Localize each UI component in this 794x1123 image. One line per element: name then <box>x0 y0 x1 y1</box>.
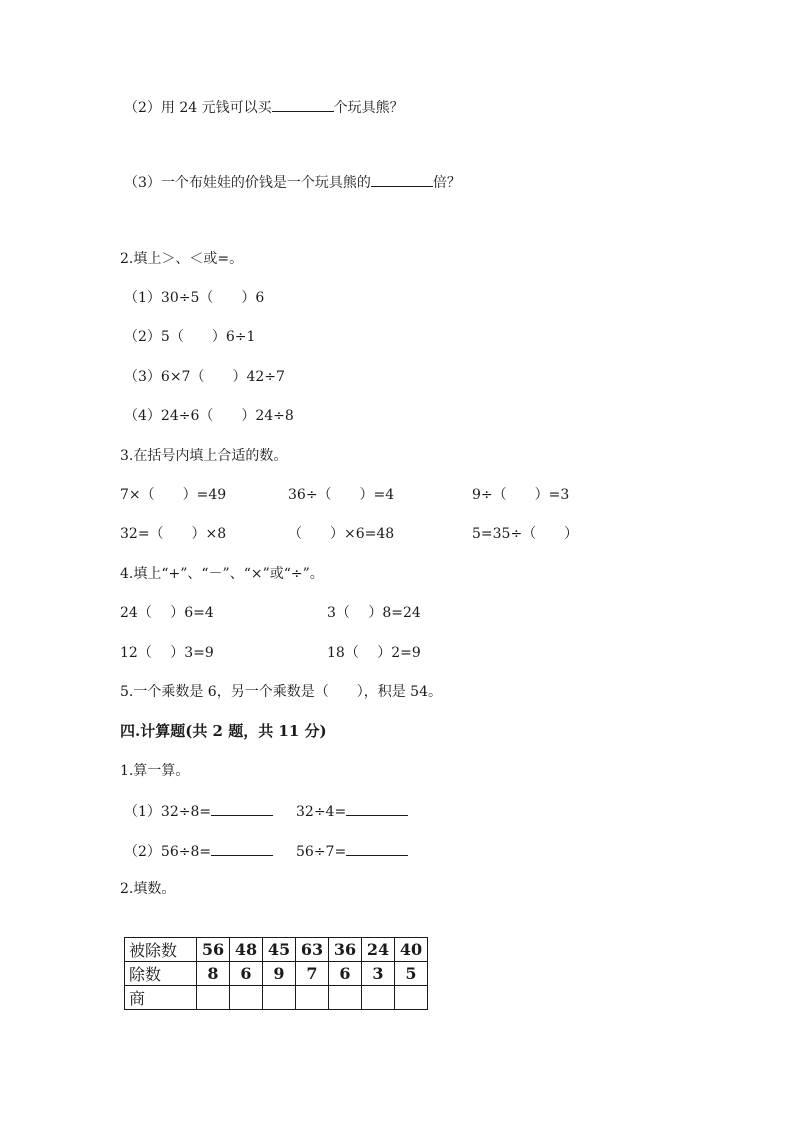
calc-item-2 <box>296 801 408 822</box>
calc-item-4 <box>296 841 408 862</box>
table-label-quotient: 商 <box>125 986 197 1010</box>
quotient-cell-6[interactable] <box>362 986 395 1010</box>
quotient-cell-4[interactable] <box>296 986 329 1010</box>
fill-item-1[interactable]: 7×（ ）=49 <box>120 487 227 503</box>
calc-expr-1: （1）32÷8= <box>124 804 212 820</box>
calc-answer-1[interactable] <box>211 801 273 816</box>
quotient-cell-7[interactable] <box>395 986 428 1010</box>
calc-item-3 <box>124 841 273 862</box>
question-5[interactable]: 5.一个乘数是 6，另一个乘数是（ ），积是 54。 <box>120 684 442 700</box>
calc-answer-4[interactable] <box>346 841 408 856</box>
fill-item-6[interactable]: 5=35÷（ ） <box>472 526 579 542</box>
division-table <box>124 937 428 1010</box>
compare-item-1[interactable]: （1）30÷5（ ）6 <box>124 290 265 306</box>
quotient-cell-3[interactable] <box>263 986 296 1010</box>
fill-item-2[interactable]: 36÷（ ）=4 <box>288 487 395 503</box>
table-row-divisor <box>125 962 428 986</box>
fill-item-4[interactable]: 32=（ ）×8 <box>120 526 227 542</box>
divisor-cell-4: 7 <box>296 962 329 986</box>
dividend-cell-5: 36 <box>329 938 362 962</box>
calc-item-1 <box>124 801 273 822</box>
divisor-cell-1: 8 <box>197 962 230 986</box>
q2-text-post: 个玩具熊？ <box>333 100 404 116</box>
q3-text-post: 倍？ <box>432 175 461 191</box>
quotient-cell-2[interactable] <box>230 986 263 1010</box>
calc-expr-3: （2）56÷8= <box>124 844 212 860</box>
ops-item-2[interactable]: 3（ ）8=24 <box>327 605 421 621</box>
table-row-dividend <box>125 938 428 962</box>
calc-title: 1.算一算。 <box>120 763 190 779</box>
compare-title: 2.填上＞、＜或=。 <box>120 251 244 267</box>
dividend-cell-1: 56 <box>197 938 230 962</box>
divisor-cell-7: 5 <box>395 962 428 986</box>
calc-expr-2: 32÷4= <box>296 804 347 820</box>
divisor-cell-2: 6 <box>230 962 263 986</box>
quotient-cell-1[interactable] <box>197 986 230 1010</box>
question-3-line <box>124 172 461 193</box>
fill-item-3[interactable]: 9÷（ ）=3 <box>472 487 570 503</box>
dividend-cell-6: 24 <box>362 938 395 962</box>
compare-item-3[interactable]: （3）6×7（ ）42÷7 <box>124 369 285 385</box>
calc-expr-4: 56÷7= <box>296 844 347 860</box>
fill-item-5[interactable]: （ ）×6=48 <box>288 526 395 542</box>
divisor-cell-5: 6 <box>329 962 362 986</box>
question-2-line <box>124 97 404 118</box>
fill-title: 3.在括号内填上合适的数。 <box>120 448 288 464</box>
divisor-cell-3: 9 <box>263 962 296 986</box>
ops-item-4[interactable]: 18（ ）2=9 <box>327 645 421 661</box>
ops-item-3[interactable]: 12（ ）3=9 <box>120 645 214 661</box>
section-4-title: 四.计算题(共 2 题，共 11 分) <box>120 722 327 740</box>
dividend-cell-7: 40 <box>395 938 428 962</box>
dividend-cell-3: 45 <box>263 938 296 962</box>
divisor-cell-6: 3 <box>362 962 395 986</box>
compare-item-4[interactable]: （4）24÷6（ ）24÷8 <box>124 408 294 424</box>
dividend-cell-2: 48 <box>230 938 263 962</box>
quotient-cell-5[interactable] <box>329 986 362 1010</box>
dividend-cell-4: 63 <box>296 938 329 962</box>
ops-title: 4.填上“+”、“－”、“×”或“÷”。 <box>120 566 324 582</box>
q2-text-pre: （2）用 24 元钱可以买 <box>124 100 272 116</box>
table-row-quotient <box>125 986 428 1010</box>
compare-item-2[interactable]: （2）5（ ）6÷1 <box>124 329 256 345</box>
table-label-divisor: 除数 <box>125 962 197 986</box>
q3-text-pre: （3）一个布娃娃的价钱是一个玩具熊的 <box>124 175 371 191</box>
calc-answer-2[interactable] <box>346 801 408 816</box>
ops-item-1[interactable]: 24（ ）6=4 <box>120 605 214 621</box>
q2-answer-blank[interactable] <box>272 97 334 112</box>
table-label-dividend: 被除数 <box>125 938 197 962</box>
table-question-title: 2.填数。 <box>120 881 176 897</box>
calc-answer-3[interactable] <box>211 841 273 856</box>
q3-answer-blank[interactable] <box>371 172 433 187</box>
